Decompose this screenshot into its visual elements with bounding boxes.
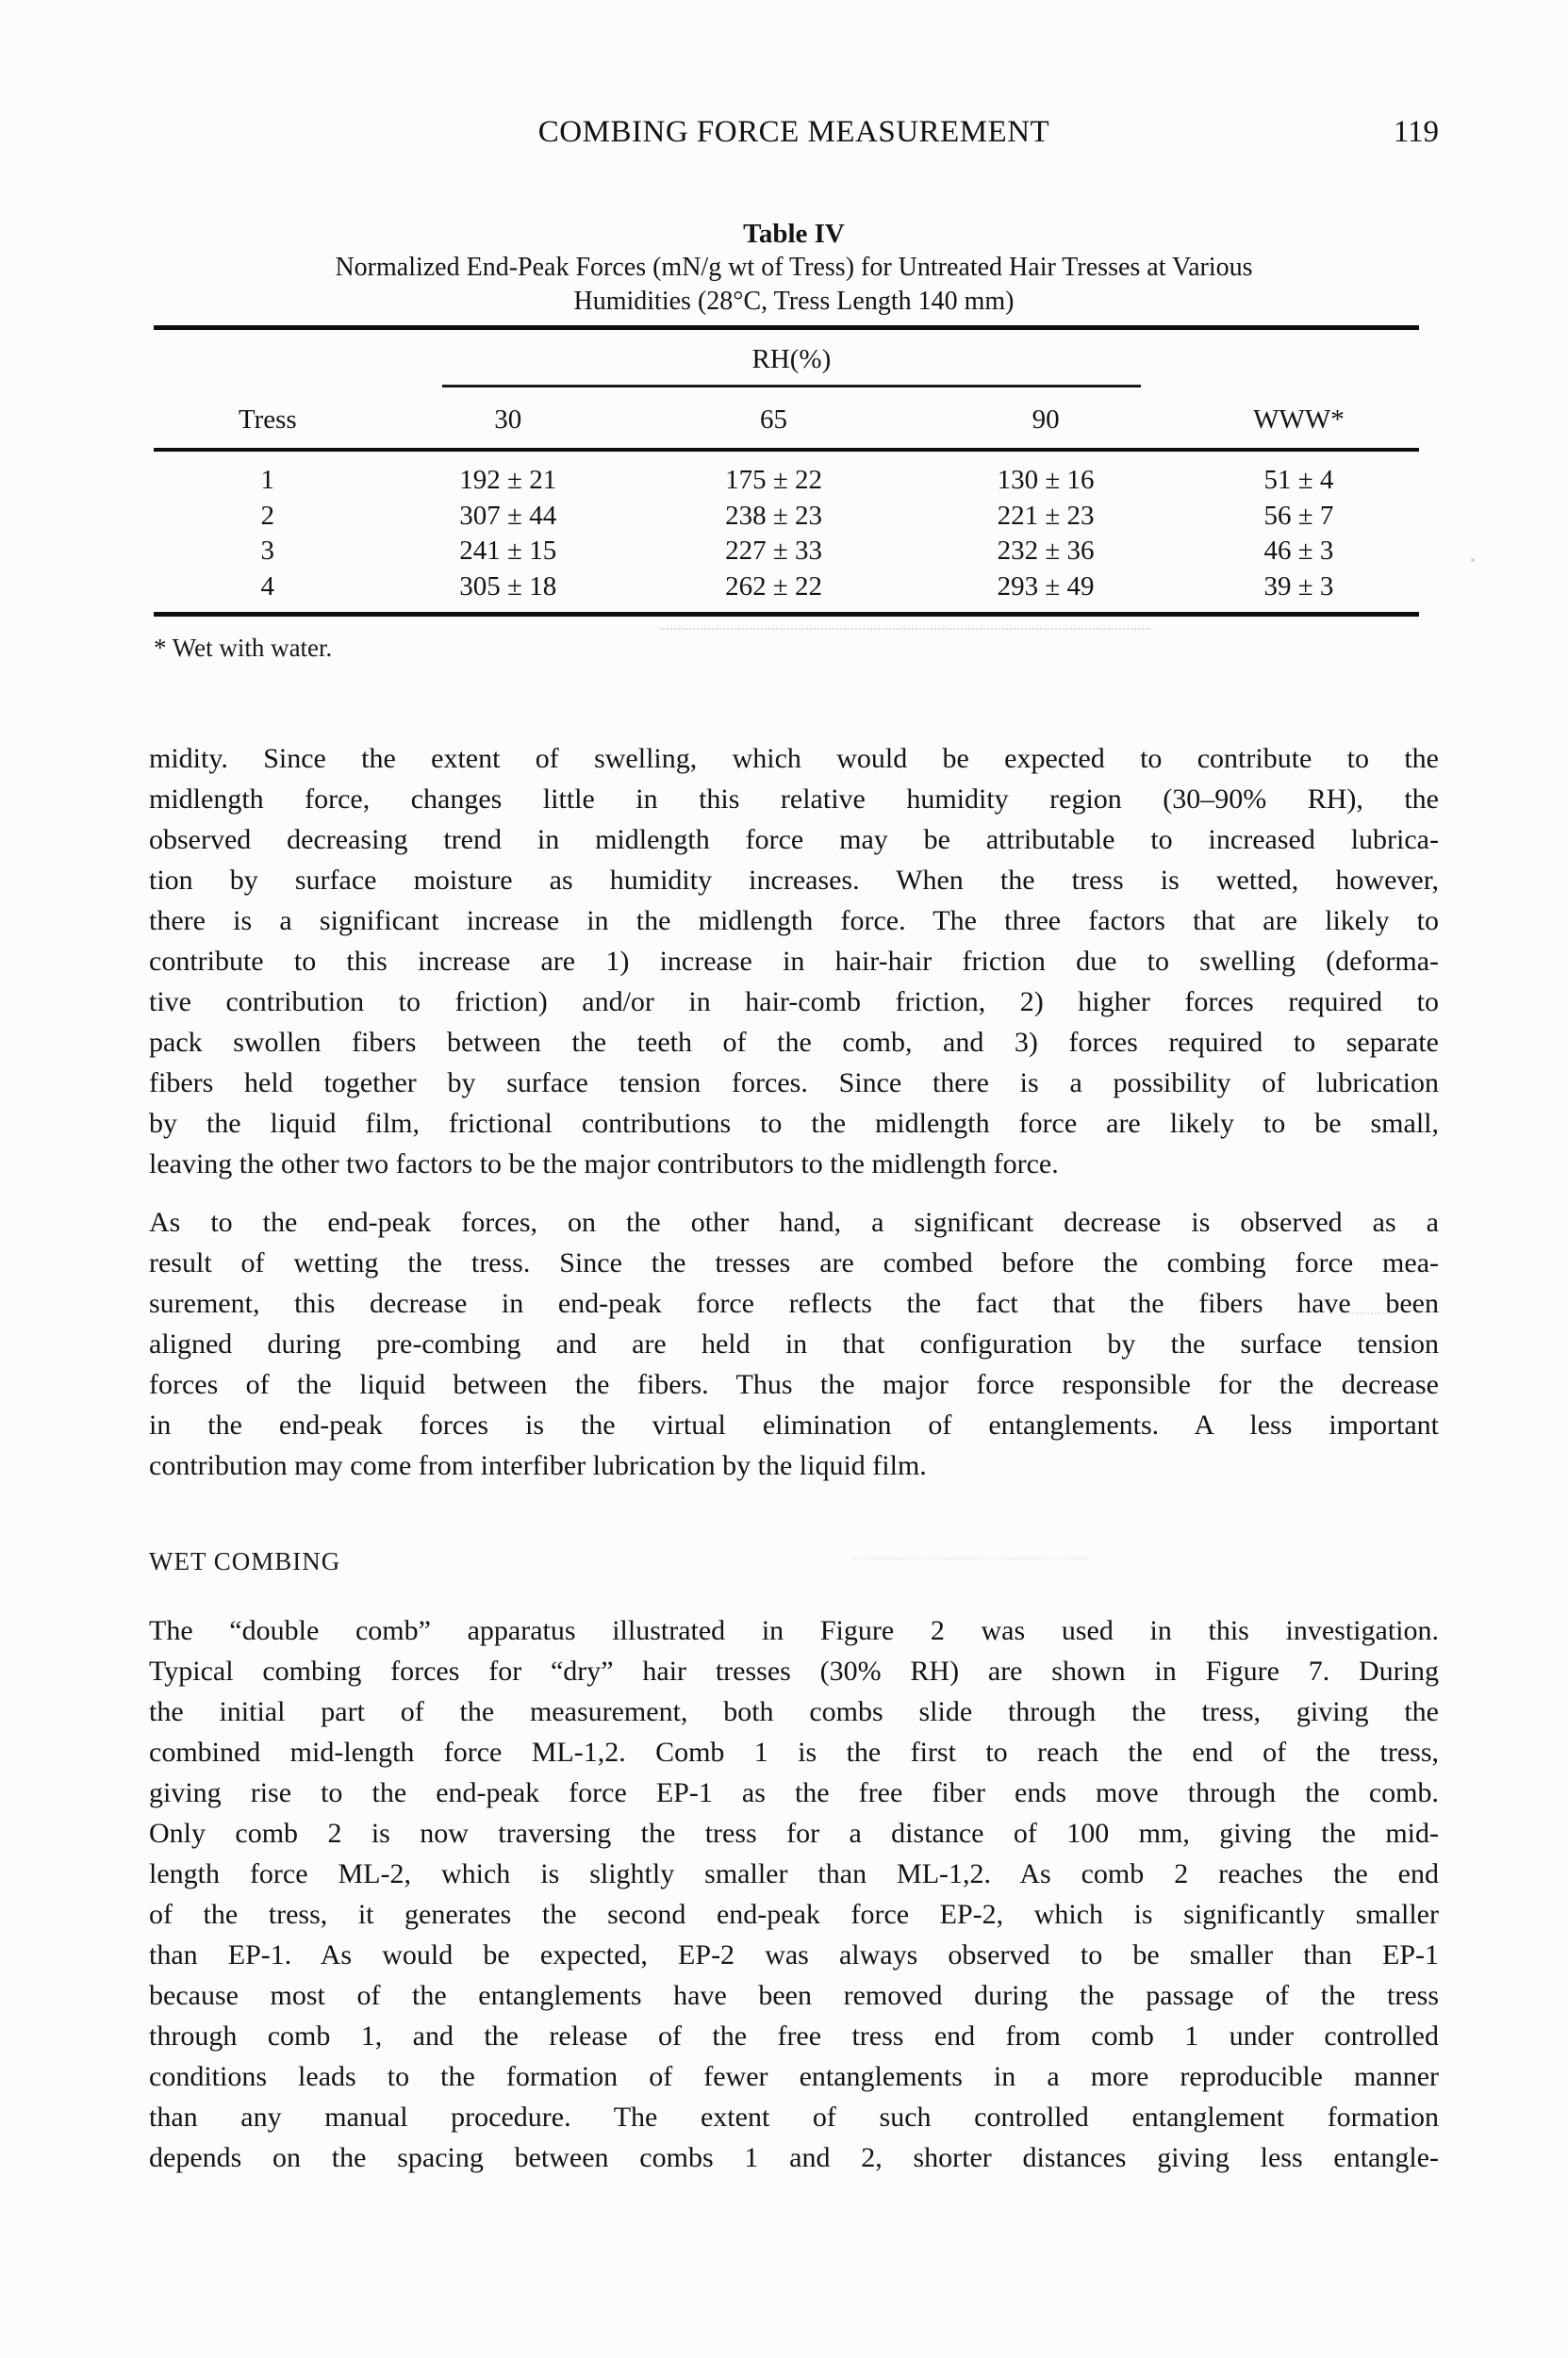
text-line: forces of the liquid between the fibers. Thus the major force responsible for the decrease bbox=[149, 1369, 1439, 1400]
column-header-www: WWW* bbox=[1253, 404, 1345, 435]
table-cell: 227 ± 33 bbox=[725, 536, 823, 566]
paragraph-end-peak-forces bbox=[149, 1202, 1439, 1486]
table-cell: 46 ± 3 bbox=[1263, 536, 1334, 566]
table-caption-line-2: Humidities (28°C, Tress Length 140 mm) bbox=[573, 287, 1015, 316]
table-cell: 307 ± 44 bbox=[459, 500, 557, 531]
table-rule-top bbox=[154, 325, 1419, 330]
table-cell: 232 ± 36 bbox=[997, 536, 1095, 566]
table-cell: 1 bbox=[260, 465, 275, 495]
column-header-rh65: 65 bbox=[760, 404, 788, 435]
page-title: COMBING FORCE MEASUREMENT bbox=[537, 115, 1050, 149]
text-line: midlength force, changes little in this relative humidity region (30–90% RH), the bbox=[149, 783, 1439, 815]
text-line: The “double comb” apparatus illustrated in Figure 2 was used in this investigation. bbox=[149, 1615, 1439, 1646]
table-group-header: RH(%) bbox=[751, 344, 832, 374]
table-cell: 4 bbox=[260, 570, 275, 602]
page-number: 119 bbox=[1393, 115, 1439, 149]
text-line: leaving the other two factors to be the major contributors to the midlength force. bbox=[149, 1148, 1059, 1179]
table-cell: 2 bbox=[260, 500, 275, 531]
table-cell: 56 ± 7 bbox=[1263, 500, 1334, 531]
table-cell: 192 ± 21 bbox=[459, 465, 557, 495]
text-line: tive contribution to friction) and/or in hair-comb friction, 2) higher forces required to bbox=[149, 986, 1439, 1017]
text-line: contribution may come from interfiber lubrication by the liquid film. bbox=[149, 1450, 927, 1481]
table-caption-label: Table IV bbox=[743, 219, 845, 249]
table-cell: 39 ± 3 bbox=[1263, 570, 1334, 602]
table-cell: 293 ± 49 bbox=[997, 570, 1095, 602]
table-cell: 262 ± 22 bbox=[725, 570, 823, 602]
table-cell: 3 bbox=[260, 536, 275, 566]
text-line: than any manual procedure. The extent of such controlled entanglement formation bbox=[149, 2102, 1439, 2133]
text-line: observed decreasing trend in midlength force may be attributable to increased lubrica- bbox=[149, 824, 1439, 855]
table-row bbox=[154, 534, 1419, 569]
text-line: As to the end-peak forces, on the other hand, a significant decrease is observed as a bbox=[149, 1207, 1439, 1238]
text-line: by the liquid film, frictional contributions to the midlength force are likely to be small, bbox=[149, 1108, 1439, 1139]
text-line: midity. Since the extent of swelling, which would be expected to contribute to the bbox=[149, 743, 1439, 774]
text-line: tion by surface moisture as humidity increases. When the tress is wetted, however, bbox=[149, 865, 1439, 896]
scan-artifact bbox=[1471, 558, 1475, 562]
text-line: length force ML-2, which is slightly smaller than ML-1,2. As comb 2 reaches the end bbox=[149, 1858, 1439, 1889]
text-line: fibers held together by surface tension forces. Since there is a possibility of lubrication bbox=[149, 1067, 1439, 1098]
table-cell: 175 ± 22 bbox=[725, 465, 823, 495]
table-footnote: * Wet with water. bbox=[154, 634, 333, 662]
table-row bbox=[154, 499, 1419, 535]
data-table bbox=[154, 325, 1419, 617]
text-line: of the tress, it generates the second end-peak force EP-2, which is significantly smaller bbox=[149, 1899, 1439, 1930]
scan-artifact bbox=[853, 1558, 1089, 1559]
scan-artifact bbox=[660, 628, 1150, 630]
text-line: than EP-1. As would be expected, EP-2 was always observed to be smaller than EP-1 bbox=[149, 1939, 1439, 1970]
paragraph-midlength-force bbox=[149, 738, 1439, 1184]
text-line: Typical combing forces for “dry” hair tresses (30% RH) are shown in Figure 7. During bbox=[149, 1656, 1439, 1687]
table-caption-line-1: Normalized End-Peak Forces (mN/g wt of Tress) for Untreated Hair Tresses at Various bbox=[335, 253, 1253, 282]
table-cell: 51 ± 4 bbox=[1263, 465, 1334, 495]
section-heading-wet-combing: WET COMBING bbox=[149, 1547, 341, 1575]
text-line: pack swollen fibers between the teeth of the comb, and 3) forces required to separate bbox=[149, 1027, 1439, 1058]
table-cell: 130 ± 16 bbox=[997, 465, 1095, 495]
text-line: the initial part of the measurement, both combs slide through the tress, giving the bbox=[149, 1696, 1439, 1727]
text-line: depends on the spacing between combs 1 and 2, shorter distances giving less entangle- bbox=[149, 2142, 1439, 2173]
table-caption bbox=[149, 217, 1439, 319]
table-cell: 305 ± 18 bbox=[459, 570, 557, 602]
text-line: result of wetting the tress. Since the tresses are combed before the combing force mea- bbox=[149, 1247, 1439, 1278]
column-header-tress: Tress bbox=[238, 404, 297, 435]
text-line: aligned during pre-combing and are held in that configuration by the surface tension bbox=[149, 1328, 1439, 1360]
table-rule-group bbox=[442, 385, 1141, 388]
table-rule-bottom bbox=[154, 612, 1419, 617]
table-header-row bbox=[154, 404, 1419, 435]
text-line: combined mid-length force ML-1,2. Comb 1 is the first to reach the end of the tress, bbox=[149, 1737, 1439, 1768]
running-head bbox=[149, 115, 1439, 153]
table-body bbox=[154, 452, 1419, 612]
table-row bbox=[154, 463, 1419, 499]
text-line: because most of the entanglements have been removed during the passage of the tress bbox=[149, 1980, 1439, 2011]
text-line: conditions leads to the formation of fewer entanglements in a more reproducible manner bbox=[149, 2061, 1439, 2092]
text-line: contribute to this increase are 1) increase in hair-hair friction due to swelling (deforma- bbox=[149, 946, 1439, 977]
text-line: through comb 1, and the release of the free tress end from comb 1 under controlled bbox=[149, 2020, 1439, 2052]
text-line: there is a significant increase in the midlength force. The three factors that are likely to bbox=[149, 905, 1439, 936]
column-header-rh30: 30 bbox=[494, 404, 522, 435]
column-header-rh90: 90 bbox=[1032, 404, 1060, 435]
text-line: surement, this decrease in end-peak force reflects the fact that the fibers have been bbox=[149, 1288, 1439, 1319]
table-cell: 238 ± 23 bbox=[725, 500, 823, 531]
text-line: giving rise to the end-peak force EP-1 as the free fiber ends move through the comb. bbox=[149, 1777, 1439, 1808]
table-cell: 241 ± 15 bbox=[459, 536, 557, 566]
text-line: Only comb 2 is now traversing the tress for a distance of 100 mm, giving the mid- bbox=[149, 1818, 1439, 1849]
table-cell: 221 ± 23 bbox=[997, 500, 1095, 531]
text-line: in the end-peak forces is the virtual elimination of entanglements. A less important bbox=[149, 1410, 1439, 1441]
paragraph-wet-combing bbox=[149, 1610, 1439, 2178]
table-row bbox=[154, 569, 1419, 605]
